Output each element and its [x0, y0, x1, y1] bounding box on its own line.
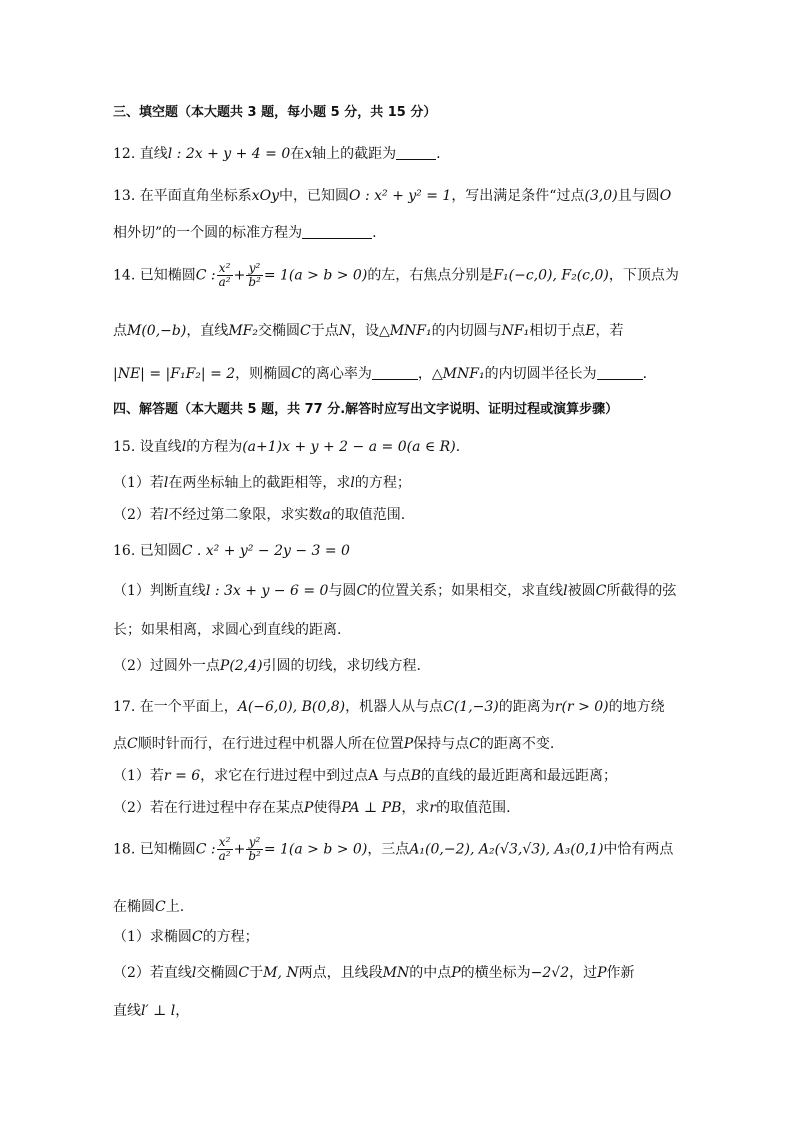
text: 的左，右焦点分别是 — [367, 267, 494, 284]
formula: C — [595, 583, 607, 599]
formula: PA ⊥ PB — [341, 800, 402, 816]
text: 已知圆 — [139, 543, 182, 559]
answer-blank[interactable] — [302, 224, 372, 239]
text: 的方程为 — [186, 439, 243, 455]
formula: = 1(a > b > 0) — [263, 841, 368, 858]
section-heading-answer — [113, 398, 618, 417]
text: ，下顶点为 — [608, 267, 679, 284]
text: 两点，且线段 — [298, 965, 383, 981]
formula: N — [338, 323, 351, 339]
text: 设直线 — [139, 439, 182, 455]
text: 在两坐标轴上的截距相等，求 — [168, 475, 351, 491]
question-13-line-2 — [113, 222, 377, 242]
formula: P(2,4) — [219, 658, 263, 674]
question-number: 16. — [113, 543, 136, 559]
question-15-part-1 — [113, 472, 411, 492]
formula: l : 3x + y − 6 = 0 — [205, 583, 329, 599]
text: 被圆 — [567, 583, 596, 599]
formula: M(0,−b) — [127, 323, 187, 339]
text: 使得 — [313, 800, 342, 816]
text: 且与圆 — [617, 188, 660, 204]
text: 不经过第二象限，求实数 — [168, 507, 323, 523]
formula: P — [403, 736, 414, 752]
text: 顺时针而行，在行进过程中机器人所在位置 — [137, 736, 404, 752]
text: 的离心率为 — [301, 366, 372, 382]
formula: |NE| = |F₁F₂| = 2 — [113, 366, 236, 382]
text: ，机器人从与点 — [345, 699, 444, 715]
formula: C : — [195, 267, 216, 284]
text: ，写出满足条件“过点 — [451, 188, 585, 204]
question-number: 17. — [113, 699, 136, 715]
question-16 — [113, 540, 350, 560]
formula: l — [350, 475, 355, 491]
fraction: $\frac{\text{y²}}{\text{b²}}$ — [248, 261, 261, 289]
formula: B — [410, 768, 422, 784]
text: 直线 — [113, 1003, 141, 1019]
question-18: 18. 已知椭圆C : $\frac{\text{x²}}{\text{a²}}$ + $\frac{\text{y²}}{\text{b²}}$ = 1(a > b > 0)，三点A₁(0,−2), A₂(√3,√3), A₃(0,1)中恰有两点 — [113, 835, 674, 863]
formula: l — [191, 965, 197, 981]
text: ，直线 — [186, 323, 229, 339]
text: （2）过圆外一点 — [113, 658, 220, 674]
formula: △MNF₁ — [378, 323, 432, 339]
formula: a — [322, 507, 331, 523]
question-14-line-3 — [113, 363, 647, 383]
question-number: 13. — [113, 188, 136, 204]
text: 引圆的切线，求切线方程. — [262, 658, 421, 674]
text: （2）若在行进过程中存在某点 — [113, 800, 304, 816]
question-14-line-1: 14. 已知椭圆C : $\frac{\text{x²}}{\text{a²}}$ + $\frac{\text{y²}}{\text{b²}}$ = 1(a > b > 0)的左，右焦点分别是F₁(−c,0), F₂(c,0)，下顶点为 — [113, 261, 679, 289]
formula: r(r > 0) — [554, 699, 609, 715]
text: 轴上的截距为 — [312, 146, 397, 162]
text: 已知椭圆 — [139, 267, 196, 284]
question-15-part-2 — [113, 504, 405, 524]
question-number: 18. — [113, 841, 136, 858]
formula: C — [299, 323, 311, 339]
question-number: 12. — [113, 146, 136, 162]
question-number: 14. — [113, 267, 136, 284]
text: 的距离不变. — [479, 736, 555, 752]
text: 点 — [113, 736, 127, 752]
formula: C — [291, 366, 302, 382]
text: 的横坐标为 — [460, 965, 531, 981]
formula: C — [191, 929, 203, 945]
text: . — [372, 225, 377, 241]
text: （1）若 — [113, 475, 164, 491]
formula: = 1(a > b > 0) — [263, 267, 368, 284]
formula: l — [163, 507, 169, 523]
formula: C — [155, 899, 166, 915]
question-17-part-1 — [113, 765, 617, 785]
answer-blank[interactable] — [597, 365, 643, 380]
text: 的地方绕 — [608, 699, 665, 715]
formula: C . x² + y² − 2y − 3 = 0 — [181, 543, 350, 559]
formula: C — [238, 965, 250, 981]
formula: −2√2 — [530, 965, 570, 981]
question-18-line-2 — [113, 896, 184, 916]
text: ，求 — [401, 800, 430, 816]
formula: r = 6 — [163, 768, 201, 784]
fraction: $\frac{\text{y²}}{\text{b²}}$ — [248, 835, 261, 863]
text: 交椭圆 — [196, 965, 239, 981]
formula: C — [469, 736, 480, 752]
formula: NF₁ — [501, 323, 530, 339]
fraction: $\frac{\text{x²}}{\text{a²}}$ — [218, 261, 231, 289]
text: ， — [417, 366, 432, 382]
question-18-part-1 — [113, 926, 259, 946]
text: 交椭圆 — [257, 323, 300, 339]
text: （1）判断直线 — [113, 583, 206, 599]
text: 在平面直角坐标系 — [139, 188, 252, 204]
formula: C : — [195, 841, 216, 858]
text: 在一个平面上， — [139, 699, 238, 715]
text: 保持与点 — [413, 736, 470, 752]
text: 中恰有两点 — [603, 841, 674, 858]
text: 的取值范围. — [330, 507, 406, 523]
formula: l — [163, 475, 169, 491]
text: 的中点 — [409, 965, 452, 981]
text: 的方程； — [354, 475, 411, 491]
text: 相外切”的一个圆的标准方程为 — [113, 225, 303, 241]
question-17-part-2 — [113, 797, 511, 817]
formula: A(−6,0), B(0,8) — [237, 699, 346, 715]
text: （2）若直线 — [113, 965, 192, 981]
text: （2）若 — [113, 507, 164, 523]
question-18-line-4 — [113, 1000, 189, 1020]
formula: E — [585, 323, 596, 339]
formula: (a+1)x + y + 2 − a = 0(a ∈ R) — [242, 439, 456, 455]
text: 的位置关系；如果相交，求直线 — [367, 583, 564, 599]
formula: C — [127, 736, 138, 752]
text: 的内切圆与 — [431, 323, 502, 339]
text: （1）若 — [113, 768, 164, 784]
formula: C(1,−3) — [443, 699, 499, 715]
question-15 — [113, 436, 460, 456]
text: . — [455, 439, 461, 455]
question-12 — [113, 143, 441, 163]
text: ，三点 — [367, 841, 410, 858]
formula: P — [597, 965, 607, 981]
formula: l — [181, 439, 187, 455]
text: 的距离为 — [498, 699, 555, 715]
text: 作新 — [606, 965, 635, 981]
question-17 — [113, 696, 665, 716]
text: . — [436, 146, 441, 162]
formula: O : x² + y² = 1 — [349, 188, 452, 204]
formula: l : 2x + y + 4 = 0 — [167, 146, 291, 162]
question-13-line-1 — [113, 185, 671, 205]
text: 中，已知圆 — [279, 188, 350, 204]
formula: O — [659, 188, 672, 204]
text: 上. — [165, 899, 185, 915]
text: 相切于点 — [529, 323, 586, 339]
text: ， — [175, 1003, 190, 1019]
question-16-part-1 — [113, 580, 676, 600]
formula: F₁(−c,0), F₂(c,0) — [493, 267, 609, 284]
text: 直线 — [139, 146, 168, 162]
text: 所截得的弦 — [606, 583, 677, 599]
formula: M, N — [263, 965, 299, 981]
text: 点 — [113, 323, 127, 339]
text: 的方程； — [202, 929, 259, 945]
text: . — [642, 366, 648, 382]
text: 的直线的最近距离和最远距离； — [421, 768, 618, 784]
formula: l — [563, 583, 568, 599]
text: 在 — [290, 146, 305, 162]
section-title: 三、填空题（本大题共 3 题，每小题 5 分，共 15 分） — [113, 105, 437, 120]
fraction: $\frac{\text{x²}}{\text{a²}}$ — [218, 835, 231, 863]
section-title: 四、解答题（本大题共 5 题，共 77 分.解答时应写出文字说明、证明过程或演算步骤） — [113, 402, 619, 417]
formula: x — [304, 146, 313, 162]
question-16-part-2 — [113, 655, 421, 675]
text: 的取值范围. — [436, 800, 511, 816]
formula: xOy — [251, 188, 280, 204]
text: 已知椭圆 — [139, 841, 196, 858]
formula: MN — [382, 965, 410, 981]
formula: P — [303, 800, 314, 816]
text: 长；如果相离，求圆心到直线的距离. — [113, 622, 342, 638]
text: ，求它在行进过程中到过点A 与点 — [200, 768, 411, 784]
section-heading-fill-in — [113, 101, 436, 120]
formula: MF₂ — [228, 323, 258, 339]
text: ，若 — [595, 323, 624, 339]
formula: l′ ⊥ l — [141, 1003, 176, 1019]
formula: P — [451, 965, 461, 981]
formula: r — [429, 800, 437, 816]
text: 在椭圆 — [113, 899, 155, 915]
question-16-part-1-cont — [113, 619, 341, 639]
formula: C — [356, 583, 368, 599]
formula: A₁(0,−2), A₂(√3,√3), A₃(0,1) — [409, 841, 604, 858]
formula: (3,0) — [584, 188, 618, 204]
text: ，过 — [569, 965, 598, 981]
text: （1）求椭圆 — [113, 929, 192, 945]
text: 于 — [249, 965, 264, 981]
question-number: 15. — [113, 439, 136, 455]
question-17-line-2 — [113, 733, 554, 753]
text: 的内切圆半径长为 — [484, 366, 597, 382]
formula: △MNF₁ — [431, 366, 485, 382]
question-18-part-2 — [113, 962, 635, 982]
text: 于点 — [310, 323, 339, 339]
answer-blank[interactable] — [372, 365, 418, 380]
text: 与圆 — [328, 583, 357, 599]
text: ，则椭圆 — [235, 366, 292, 382]
answer-blank[interactable] — [396, 145, 436, 160]
question-14-line-2 — [113, 320, 623, 340]
text: ，设 — [350, 323, 379, 339]
